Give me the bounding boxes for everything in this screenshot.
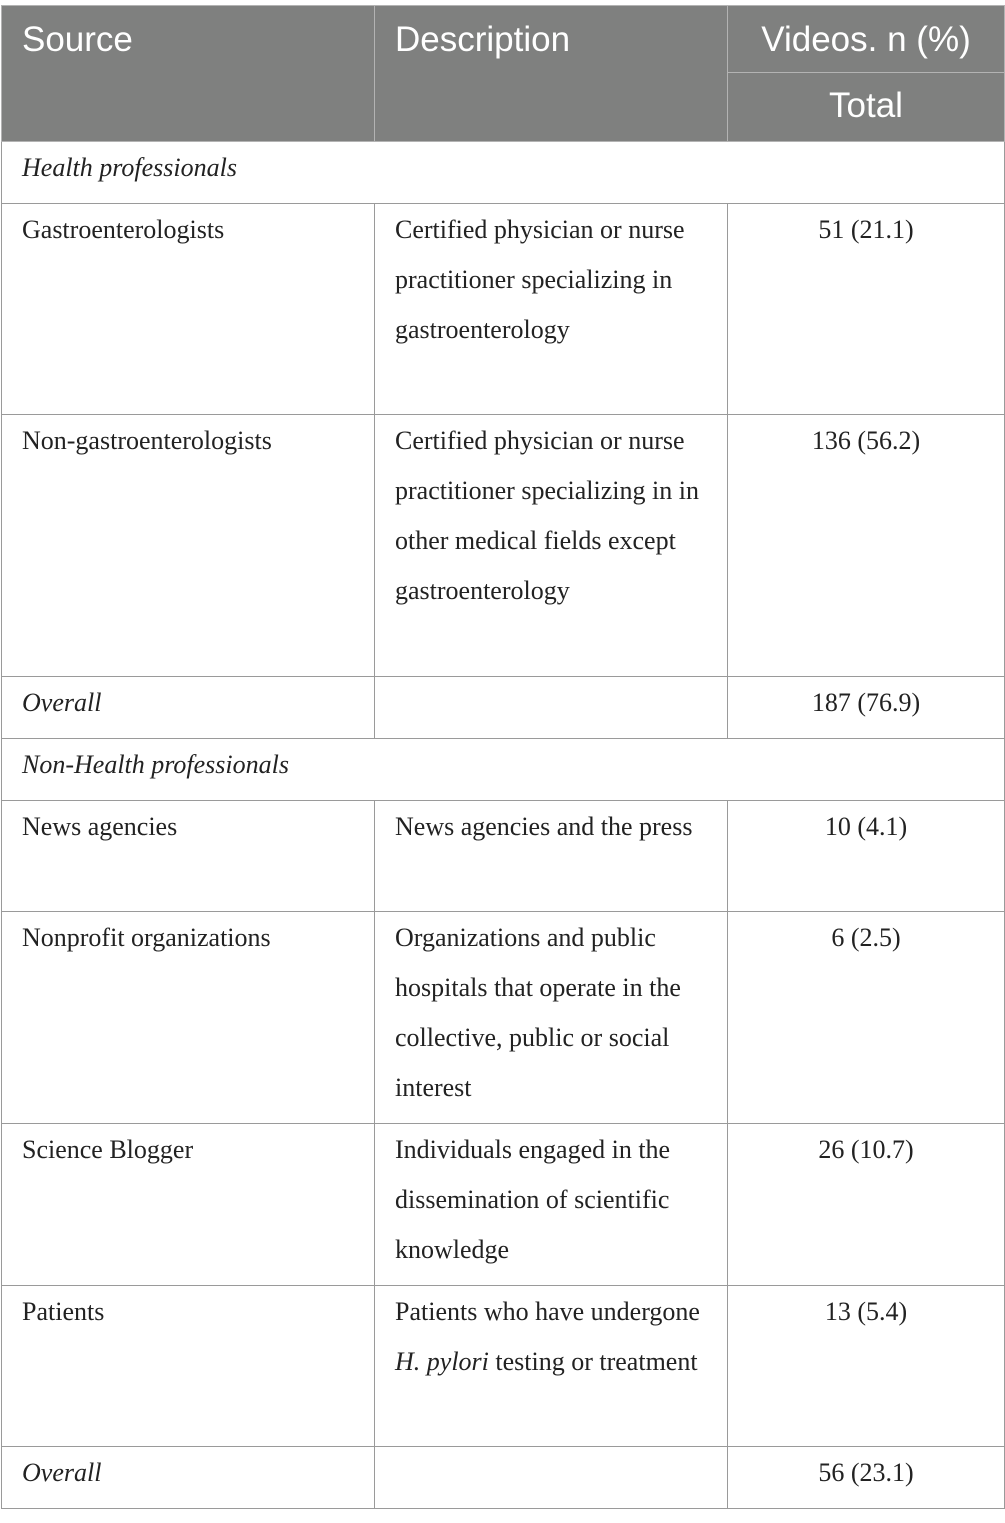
header-description: Description (375, 6, 728, 142)
description-cell: Individuals engaged in the dissemination of scientific knowledge (375, 1124, 728, 1286)
table-row (2, 204, 1005, 415)
section-title: Health professionals (2, 142, 1005, 204)
table-body (2, 142, 1005, 1509)
overall-total: 56 (23.1) (728, 1447, 1005, 1509)
table-header (2, 6, 1005, 142)
overall-total: 187 (76.9) (728, 677, 1005, 739)
overall-label: Overall (2, 677, 375, 739)
section-row-non-health-professionals (2, 739, 1005, 801)
table-row (2, 801, 1005, 912)
description-cell: Certified physician or nurse practitioner specializing in in other medical fields except gastroenterology (375, 415, 728, 677)
header-source: Source (2, 6, 375, 142)
total-cell: 13 (5.4) (728, 1286, 1005, 1447)
source-cell: Non-gastroenterologists (2, 415, 375, 677)
description-cell: Organizations and public hospitals that operate in the collective, public or social interest (375, 912, 728, 1124)
total-cell: 26 (10.7) (728, 1124, 1005, 1286)
section-row-health-professionals (2, 142, 1005, 204)
source-cell: Patients (2, 1286, 375, 1447)
section-title: Non-Health professionals (2, 739, 1005, 801)
table-row (2, 912, 1005, 1124)
description-text-after: testing or treatment (488, 1347, 698, 1376)
source-cell: News agencies (2, 801, 375, 912)
total-cell: 10 (4.1) (728, 801, 1005, 912)
source-cell: Science Blogger (2, 1124, 375, 1286)
overall-description-cell (375, 1447, 728, 1509)
table-row (2, 1124, 1005, 1286)
total-cell: 6 (2.5) (728, 912, 1005, 1124)
video-source-table (1, 5, 1005, 1509)
overall-label: Overall (2, 1447, 375, 1509)
header-videos: Videos. n (%) (728, 6, 1005, 73)
overall-row (2, 1447, 1005, 1509)
pathogen-name: H. pylori (395, 1347, 489, 1376)
overall-row (2, 677, 1005, 739)
overall-description-cell (375, 677, 728, 739)
table-row (2, 1286, 1005, 1447)
source-cell: Nonprofit organizations (2, 912, 375, 1124)
total-cell: 136 (56.2) (728, 415, 1005, 677)
source-cell: Gastroenterologists (2, 204, 375, 415)
description-cell: Certified physician or nurse practitioner specializing in gastroenterology (375, 204, 728, 415)
table-row (2, 415, 1005, 677)
header-total: Total (728, 73, 1005, 142)
description-cell: News agencies and the press (375, 801, 728, 912)
total-cell: 51 (21.1) (728, 204, 1005, 415)
description-text-before: Patients who have undergone (395, 1297, 700, 1326)
description-cell (375, 1286, 728, 1447)
